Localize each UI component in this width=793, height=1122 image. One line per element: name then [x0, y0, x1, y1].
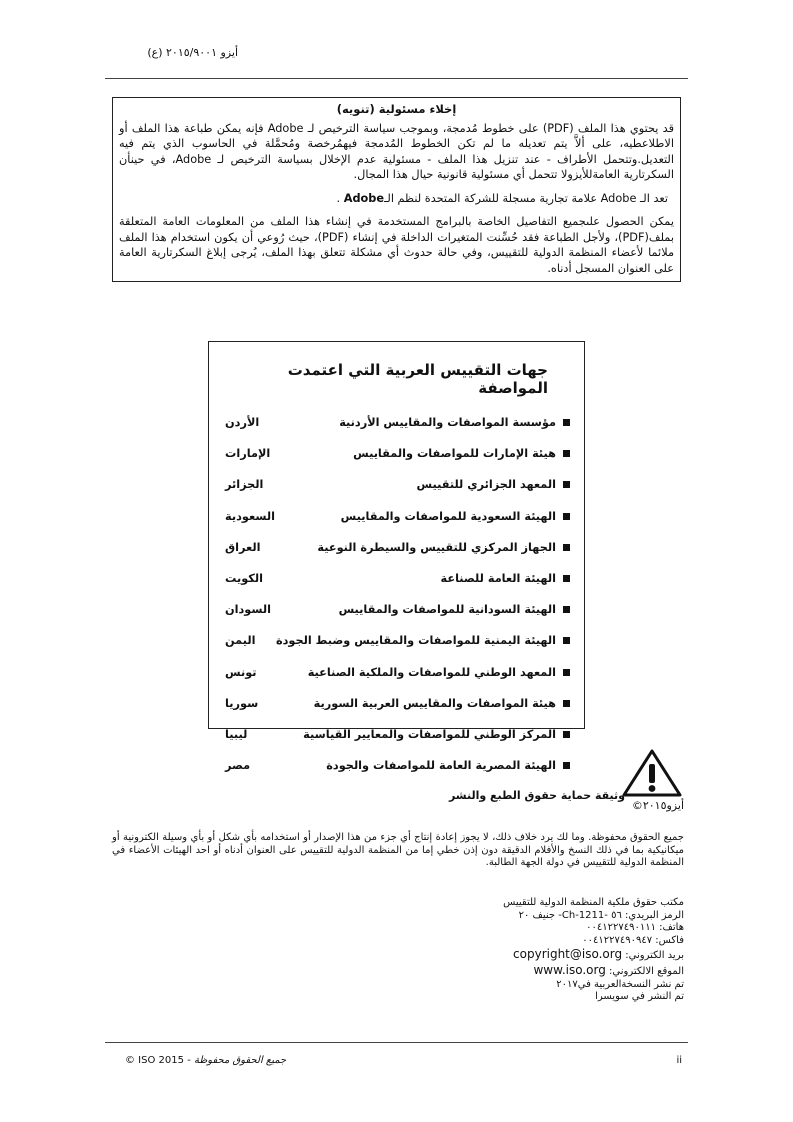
standards-body-org [339, 416, 570, 429]
standards-body-name: هيئة الإمارات للمواصفات والمقاييس [353, 447, 556, 461]
copyright-year: أيزو٢٠١٥© [631, 799, 684, 812]
standards-body-org [441, 572, 571, 585]
contact-web-link[interactable]: www.iso.org [533, 962, 606, 977]
standards-body-org [317, 541, 570, 554]
disclaimer-paragraph-3: يمكن الحصول علىجميع التفاصيل الخاصة بالبرامج المستخدمة في إنشاء هذا الملف من المعلومات العامة المتعلقة بملف(PDF)، ولأجل الطباعة فقد حُسِّنت المتغيرات الداخلة في إنشاء (PDF)، حيث رُوعي أن يكون استخدام هذا الملف ملائما لأعضاء المنظمة الدولية للتقييس، وفي حالة حدوث أي مشكلة تتعلق بهذا الملف، يُرجى إبلاغ السكرتارية العامة على العنوان المسجل أدناه. [119, 215, 674, 275]
standards-body-row [223, 594, 570, 625]
standards-body-row [223, 657, 570, 688]
standards-body-name: الهيئة اليمنية للمواصفات والمقاييس وضبط الجودة [275, 634, 556, 648]
contact-web-label: الموقع الالكتروني: [605, 965, 684, 977]
standards-body-name: الهيئة السعودية للمواصفات والمقاييس [340, 509, 556, 523]
square-bullet-icon [563, 544, 570, 551]
contact-email-row [503, 947, 684, 963]
square-bullet-icon [563, 575, 570, 582]
standards-body-org [276, 634, 570, 647]
standards-body-row [223, 438, 570, 469]
standards-body-name: الهيئة السودانية للمواصفات والمقاييس [338, 603, 556, 617]
standards-body-country: السودان [225, 603, 272, 617]
contact-office: مكتب حقوق ملكية المنظمة الدولية للتقييس [503, 897, 684, 908]
standards-body-name: المعهد الجزائري للتقييس [416, 478, 556, 492]
contact-block [503, 897, 684, 1004]
standards-body-org [308, 666, 570, 679]
standards-body-name: مؤسسة المواصفات والمقاييس الأردنية [339, 416, 556, 430]
contact-email-link[interactable]: copyright@iso.org [513, 947, 623, 962]
contact-fax: فاكس: ٠٠٤١٢٢٧٤٩٠٩٤٧ [582, 934, 684, 946]
standards-body-name: هيئة المواصفات والمقاييس العربية السورية [313, 696, 556, 710]
standards-body-name: المعهد الوطني للمواصفات والملكية الصناعية [307, 665, 556, 679]
standards-body-country: تونس [225, 665, 257, 679]
standards-body-row [223, 501, 570, 532]
standard-reference: أيزو ٢٠١٥/٩٠٠١ (ع) [147, 46, 238, 59]
footer-rights-iso: © ISO 2015 - [125, 1055, 191, 1066]
standards-body-country: الجزائر [225, 478, 264, 492]
square-bullet-icon [563, 606, 570, 613]
trademark-end: . [336, 191, 344, 205]
standards-body-name: الجهاز المركزي للتقييس والسيطرة النوعية [317, 540, 556, 554]
header-divider [105, 78, 688, 79]
square-bullet-icon [563, 700, 570, 707]
standards-body-org [339, 603, 570, 616]
standards-body-org [326, 759, 570, 772]
standards-body-org [303, 728, 570, 741]
copyright-protection-title: وثيقة حماية حقوق الطبع والنشر [448, 789, 625, 802]
contact-email-label: بريد الكتروني: [622, 950, 684, 962]
standards-body-org [417, 478, 570, 491]
published-arabic: تم نشر النسخةالعربية في٢٠١٧ [556, 978, 684, 990]
square-bullet-icon [563, 762, 570, 769]
square-bullet-icon [563, 637, 570, 644]
square-bullet-icon [563, 513, 570, 520]
contact-web-row [503, 963, 684, 979]
standards-bodies-list [223, 407, 570, 781]
square-bullet-icon [563, 419, 570, 426]
standards-body-country: الأردن [225, 416, 260, 430]
contact-postal: الرمز البريدي: ٥٦ -Ch-1211- جنيف ٢٠ [518, 909, 684, 921]
square-bullet-icon [563, 450, 570, 457]
page-number: ii [676, 1055, 682, 1066]
standards-body-name: المركز الوطني للمواصفات والمعايير القياسية [303, 727, 556, 741]
contact-phone: هاتف: ٠٠٤١٢٢٧٤٩٠١١١ [586, 922, 684, 934]
standards-body-row [223, 469, 570, 500]
standards-body-org [314, 697, 570, 710]
standards-body-org [353, 447, 570, 460]
standards-body-country: سوريا [225, 696, 259, 710]
standards-body-row [223, 750, 570, 781]
standards-bodies-title: جهات التقييس العربية التي اعتمدت المواصفة [287, 361, 548, 397]
standards-body-country: السعودية [225, 509, 275, 523]
standards-body-row [223, 719, 570, 750]
disclaimer-box [112, 97, 681, 282]
disclaimer-paragraph-2 [119, 191, 674, 207]
standards-body-country: العراق [225, 540, 261, 554]
footer-rights-arabic: جميع الحقوق محفوظة [193, 1055, 287, 1066]
standards-body-row [223, 407, 570, 438]
standards-body-country: الإمارات [225, 447, 271, 461]
disclaimer-paragraph-1: قد يحتوي هذا الملف (PDF) على خطوط مُدمجة، وبموجب سياسة الترخيص لـ Adobe فإنه يمكن طباعة هذا الملف أو الاطلاعطيه، على ألاَّ يتم تعديله ما لم تكن الخطوط المُدمجة فيهمُرخصة ومُحمَّلة في الحاسوب الذي يتم فيه التعديل.وتتحمل الأطراف - عند تنزيل هذا الملف - مسئولية عدم الإخلال بسياسة الترخيص لـ Adobe، في حينأن السكرتارية العامةللأيزولا تتحمل أي مسئولية قانونية حيال هذا المجال. [119, 121, 675, 181]
adobe-trademark: Adobe [343, 191, 385, 205]
published-location: تم النشر في سويسرا [595, 991, 684, 1003]
page-header [100, 40, 690, 60]
footer-divider [105, 1042, 688, 1043]
standards-body-country: مصر [225, 759, 251, 773]
copyright-notice [112, 832, 684, 870]
square-bullet-icon [563, 481, 570, 488]
trademark-text: تعد الـ Adobe علامة تجارية مسجلة للشركة المتحدة لنظم الـ [384, 191, 668, 205]
square-bullet-icon [563, 669, 570, 676]
standards-body-country: الكويت [225, 572, 263, 586]
standards-body-name: الهيئة المصرية العامة للمواصفات والجودة [326, 759, 556, 773]
copyright-paragraph: جميع الحقوق محفوظة. وما لك يرد خلاف ذلك، لا يجوز إعادة إنتاج أي جزء من هذا الإصدار أو استخدامه بأي شكل أو بأي وسيلة الكترونية أو ميكانيكية بما في ذلك النسخ والأفلام الدقيقة دون إذن خطي إما من المنظمة الدولية للتقييس على العنوان أدناه أو احد الهيئات الأعضاء في المنظمة الدولية للتقييس في دولة الجهة الطالبة. [112, 832, 684, 868]
standards-body-row [223, 563, 570, 594]
standards-body-name: الهيئة العامة للصناعة [440, 572, 556, 586]
standards-body-org [341, 510, 570, 523]
standards-body-row [223, 688, 570, 719]
standards-bodies-box [208, 341, 585, 773]
square-bullet-icon [563, 731, 570, 738]
standards-body-row [223, 625, 570, 656]
standards-body-row [223, 532, 570, 563]
standards-body-country: اليمن [225, 634, 256, 648]
warning-icon [621, 748, 683, 798]
standards-body-country: ليبيا [225, 727, 248, 741]
disclaimer-title: إخلاء مسئولية (تنويه) [336, 102, 457, 116]
footer-rights [125, 1055, 286, 1066]
